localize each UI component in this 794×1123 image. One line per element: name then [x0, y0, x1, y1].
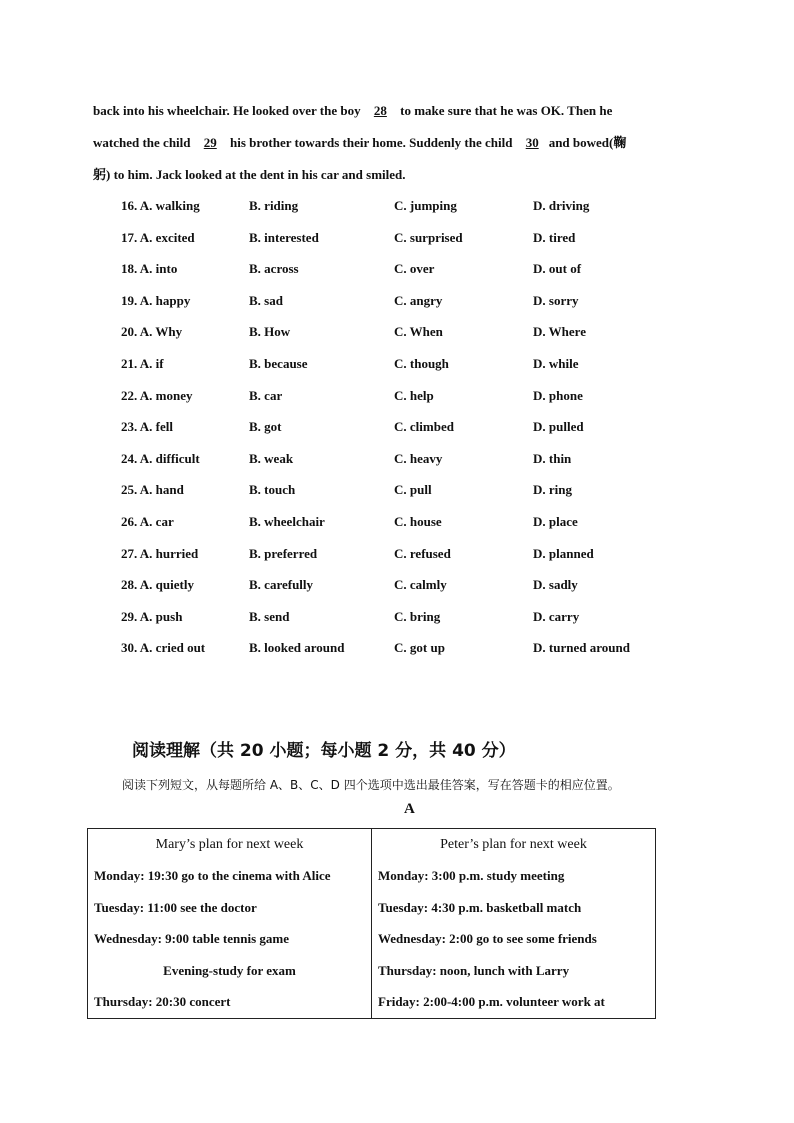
option-c: C. surprised: [394, 230, 463, 245]
option-b: B. carefully: [249, 577, 314, 592]
option-a: 21. A. if: [121, 356, 164, 371]
option-a: 19. A. happy: [121, 293, 191, 308]
table-row: [88, 892, 656, 923]
question-row: [0, 230, 794, 246]
passage-text: and bowed(鞠: [548, 135, 627, 150]
option-a: 18. A. into: [121, 261, 178, 276]
option-c: C. got up: [394, 640, 445, 655]
question-row: [0, 514, 794, 530]
option-c: C. calmly: [394, 577, 447, 592]
option-c: C. help: [394, 388, 434, 403]
option-a: 27. A. hurried: [121, 546, 199, 561]
table-row: [88, 923, 656, 954]
blank-29: 29: [203, 135, 217, 150]
peter-plan-header: Peter’s plan for next week: [372, 829, 656, 861]
option-b: B. wheelchair: [249, 514, 325, 529]
peter-plan-cell: Thursday: noon, lunch with Larry: [372, 955, 656, 986]
option-c: C. house: [394, 514, 442, 529]
option-d: D. out of: [533, 261, 582, 276]
table-row: [88, 829, 656, 861]
mary-plan-cell: Thursday: 20:30 concert: [88, 986, 372, 1018]
table-row: [88, 986, 656, 1018]
option-c: C. over: [394, 261, 435, 276]
option-a: 26. A. car: [121, 514, 174, 529]
option-a: 24. A. difficult: [121, 451, 200, 466]
blank-28: 28: [373, 103, 387, 118]
option-b: B. touch: [249, 482, 296, 497]
peter-plan-cell: Monday: 3:00 p.m. study meeting: [372, 861, 656, 892]
option-a: 20. A. Why: [121, 324, 183, 339]
passage-line-1: [93, 103, 703, 119]
peter-plan-cell: Friday: 2:00-4:00 p.m. volunteer work at: [372, 986, 656, 1018]
question-row: [0, 324, 794, 340]
passage-line-3: [93, 167, 703, 183]
peter-plan-cell: Tuesday: 4:30 p.m. basketball match: [372, 892, 656, 923]
option-d: D. planned: [533, 546, 594, 561]
question-row: [0, 451, 794, 467]
option-b: B. riding: [249, 198, 299, 213]
option-c: C. climbed: [394, 419, 454, 434]
option-d: D. thin: [533, 451, 572, 466]
option-b: B. preferred: [249, 546, 318, 561]
mary-plan-cell: Tuesday: 11:00 see the doctor: [88, 892, 372, 923]
blank-30: 30: [525, 135, 539, 150]
option-c: C. though: [394, 356, 449, 371]
passage-text: to make sure that he was OK. Then he: [400, 103, 613, 118]
mary-plan-cell: Wednesday: 9:00 table tennis game: [88, 923, 372, 954]
reading-section-title: 阅读理解（共 20 小题；每小题 2 分，共 40 分）: [132, 741, 516, 761]
option-a: 25. A. hand: [121, 482, 184, 497]
option-c: C. angry: [394, 293, 443, 308]
option-c: C. pull: [394, 482, 432, 497]
weekly-plan-table: [87, 828, 656, 1019]
option-b: B. got: [249, 419, 282, 434]
option-b: B. How: [249, 324, 291, 339]
option-a: 30. A. cried out: [121, 640, 206, 655]
option-a: 29. A. push: [121, 609, 183, 624]
question-row: [0, 388, 794, 404]
option-d: D. while: [533, 356, 579, 371]
table-row: [88, 861, 656, 892]
option-b: B. across: [249, 261, 299, 276]
option-d: D. ring: [533, 482, 572, 497]
option-c: C. bring: [394, 609, 441, 624]
option-c: C. refused: [394, 546, 451, 561]
option-a: 16. A. walking: [121, 198, 200, 213]
question-row: [0, 609, 794, 625]
passage-text: watched the child: [93, 135, 191, 150]
passage-text: 躬) to him. Jack looked at the dent in his car and smiled.: [93, 167, 406, 182]
option-b: B. sad: [249, 293, 283, 308]
option-b: B. because: [249, 356, 308, 371]
option-b: B. interested: [249, 230, 319, 245]
option-d: D. turned around: [533, 640, 630, 655]
option-c: C. When: [394, 324, 443, 339]
option-d: D. tired: [533, 230, 576, 245]
option-a: 28. A. quietly: [121, 577, 194, 592]
option-c: C. jumping: [394, 198, 457, 213]
option-a: 22. A. money: [121, 388, 193, 403]
option-d: D. place: [533, 514, 578, 529]
question-row: [0, 356, 794, 372]
option-b: B. send: [249, 609, 290, 624]
option-c: C. heavy: [394, 451, 443, 466]
option-b: B. car: [249, 388, 283, 403]
passage-line-2: [93, 135, 703, 151]
question-row: [0, 419, 794, 435]
question-row: [0, 577, 794, 593]
option-b: B. looked around: [249, 640, 345, 655]
mary-plan-header: Mary’s plan for next week: [88, 829, 372, 861]
mary-plan-cell: Evening-study for exam: [88, 955, 372, 986]
question-row: [0, 482, 794, 498]
option-d: D. pulled: [533, 419, 584, 434]
reading-instructions: 阅读下列短文，从每题所给 A、B、C、D 四个选项中选出最佳答案，写在答题卡的相应位置。: [122, 778, 620, 792]
question-row: [0, 293, 794, 309]
option-d: D. phone: [533, 388, 583, 403]
passage-text: his brother towards their home. Suddenly the child: [230, 135, 513, 150]
question-row: [0, 198, 794, 214]
passage-label: A: [404, 801, 415, 817]
question-row: [0, 640, 794, 656]
option-d: D. driving: [533, 198, 590, 213]
option-b: B. weak: [249, 451, 294, 466]
option-d: D. sorry: [533, 293, 579, 308]
option-a: 23. A. fell: [121, 419, 173, 434]
peter-plan-cell: Wednesday: 2:00 go to see some friends: [372, 923, 656, 954]
option-d: D. sadly: [533, 577, 578, 592]
passage-text: back into his wheelchair. He looked over the boy: [93, 103, 361, 118]
question-row: [0, 261, 794, 277]
table-row: [88, 955, 656, 986]
question-row: [0, 546, 794, 562]
mary-plan-cell: Monday: 19:30 go to the cinema with Alice: [88, 861, 372, 892]
option-d: D. carry: [533, 609, 580, 624]
option-d: D. Where: [533, 324, 586, 339]
option-a: 17. A. excited: [121, 230, 195, 245]
